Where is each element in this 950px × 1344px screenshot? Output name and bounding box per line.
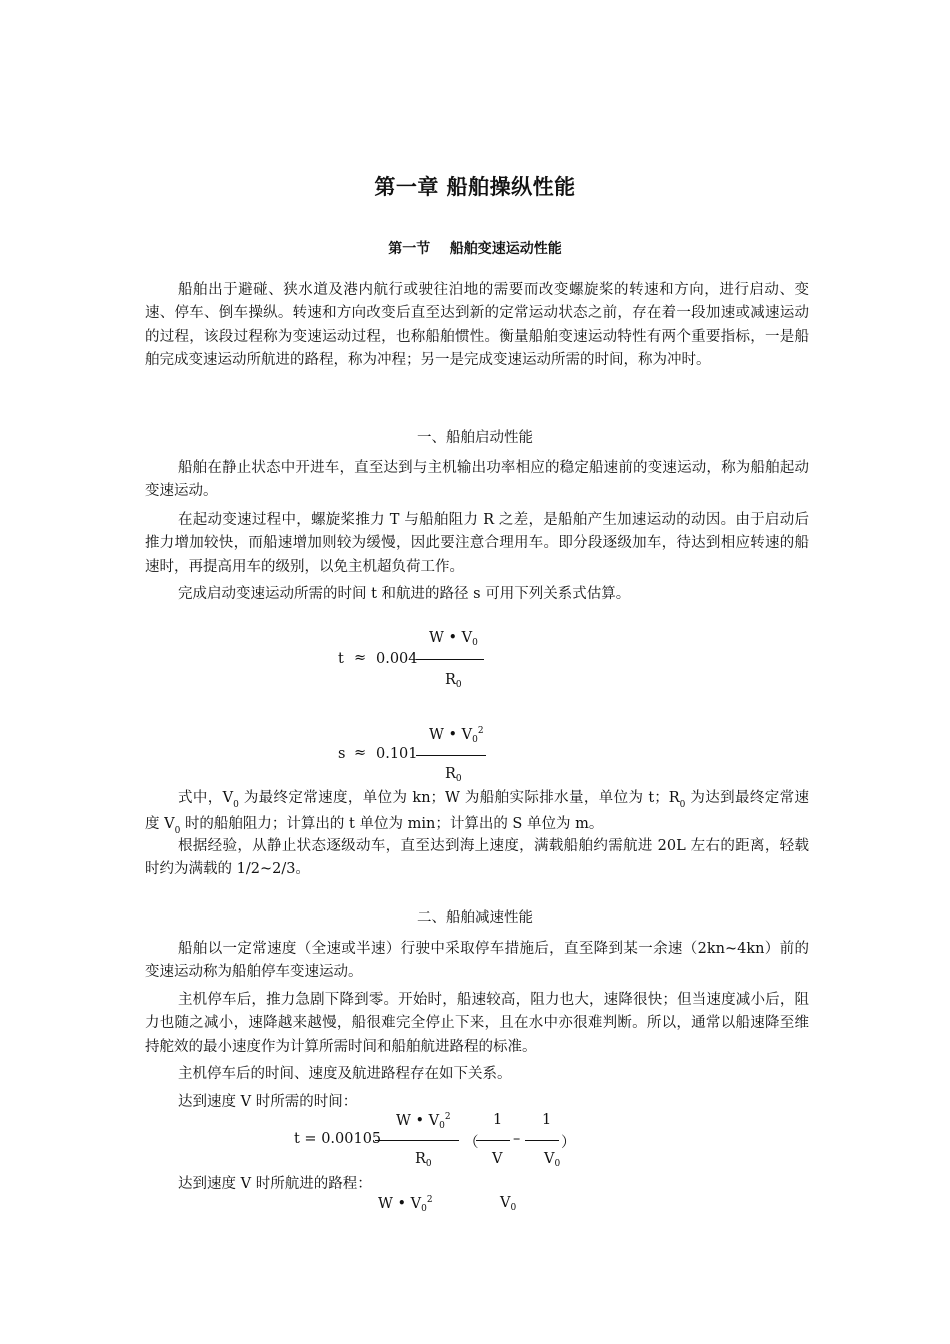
section-title: 第一节 船舶变速运动性能: [388, 241, 562, 257]
formula-t-coef: 0.004: [376, 651, 418, 667]
formula-stop-t-close-paren: ）: [561, 1135, 576, 1151]
formula-stop-t-frac2-num: 1: [542, 1112, 552, 1128]
part2-para2: 主机停车后，推力急剧下降到零。开始时，船速较高，阻力也大，速降很快；但当速度减小后，阻力也随之减小，速降越来越慢，船很难完全停止下来，且在水中亦很难判断。所以，通常以船速降至维持舵效的最小速度作为计算所需时间和船舶航进路程的标准。: [145, 992, 809, 1055]
formula-stop-t-fraction-bar: [375, 1140, 459, 1141]
part1-para1: 船舶在静止状态中开进车，直至达到与主机输出功率相应的稳定船速前的变速运动，称为船舶起动变速运动。: [145, 460, 809, 500]
formula-stop-s-second: $V_0$: [500, 1195, 517, 1213]
part1-para2: 在起动变速过程中，螺旋桨推力 T 与船舶阻力 R 之差，是船舶产生加速运动的动因。由于启动后推力增加较快，而船速增加则较为缓慢，因此要注意合理用车。即分段逐级加车，待达到相应转速的船速时，再提高用车的级别，以免主机超负荷工作。: [145, 512, 809, 575]
formula-stop-t-denominator: $R_0$: [415, 1151, 432, 1169]
intro-paragraph: 船舶出于避碰、狭水道及港内航行或驶往泊地的需要而改变螺旋桨的转速和方向，进行启动、变速、停车、倒车操纵。转速和方向改变后直至达到新的定常运动状态之前，存在着一段加速或减速运动的过程，该段过程称为变速运动过程，也称船舶惯性。衡量船舶变速运动特性有两个重要指标，一是船舶完成变速运动所航进的路程，称为冲程；另一是完成变速运动所需的时间，称为冲时。: [145, 282, 809, 369]
part1-heading: 一、船舶启动性能: [417, 430, 533, 446]
part1-para3: 完成启动变速运动所需的时间 t 和航进的路径 s 可用下列关系式估算。: [178, 586, 631, 602]
part2-heading: 二、船舶减速性能: [417, 910, 533, 926]
formula-s-approx: ≈: [354, 745, 367, 761]
formula-stop-t-frac1-num: 1: [493, 1112, 503, 1128]
part2-para1: 船舶以一定常速度（全速或半速）行驶中采取停车措施后，直至降到某一余速（2kn~4kn）前的变速运动称为船舶停车变速运动。: [145, 941, 809, 981]
formula-t-approx: ≈: [354, 650, 367, 666]
formula-stop-t-frac1-bar: [476, 1140, 510, 1141]
formula-t-denominator: $R_0$: [445, 672, 462, 690]
part1-para5: 根据经验，从静止状态逐级动车，直至达到海上速度，满载船舶约需航进 20L 左右的距离，轻载时约为满载的 1/2~2/3。: [145, 838, 809, 878]
part2-para3: 主机停车后的时间、速度及航进路程存在如下关系。: [178, 1066, 512, 1082]
formula-stop-t-minus: –: [513, 1131, 521, 1147]
chapter-title: 第一章 船舶操纵性能: [374, 175, 576, 199]
formula-stop-t-frac2-den: $V_0$: [544, 1151, 561, 1169]
formula-t-fraction-bar: [416, 659, 484, 660]
formula-t-lhs: t: [338, 651, 344, 667]
formula-t-numerator: W • $V_0$: [429, 630, 478, 648]
formula-stop-t-lhs: t = 0.00105: [294, 1131, 382, 1147]
formula-s-fraction-bar: [416, 755, 486, 756]
formula-stop-t-frac2-bar: [525, 1140, 559, 1141]
formula-s-coef: 0.101: [376, 746, 418, 762]
formula-stop-s-numerator: W • $V_0^2$: [378, 1195, 433, 1214]
label-distance-to-speed: 达到速度 V 时所航进的路程：: [178, 1176, 372, 1192]
formula-stop-t-open-paren: （: [464, 1135, 479, 1151]
label-time-to-speed: 达到速度 V 时所需的时间：: [178, 1094, 358, 1110]
formula-stop-t-frac1-den: V: [492, 1151, 503, 1167]
formula-s-denominator: $R_0$: [445, 766, 462, 784]
formula-s-numerator: W • $V_0^2$: [429, 726, 484, 745]
formula-stop-t-numerator: W • $V_0^2$: [396, 1112, 451, 1131]
formula-s-lhs: s: [338, 746, 346, 762]
part1-para4: 式中，$V_0$ 为最终定常速度，单位为 kn；W 为船舶实际排水量，单位为 t；$R_0$ 为达到最终定常速度 $V_0$ 时的船舶阻力；计算出的 t 单位为 min；计算出的 S 单位为 m。: [145, 790, 809, 836]
